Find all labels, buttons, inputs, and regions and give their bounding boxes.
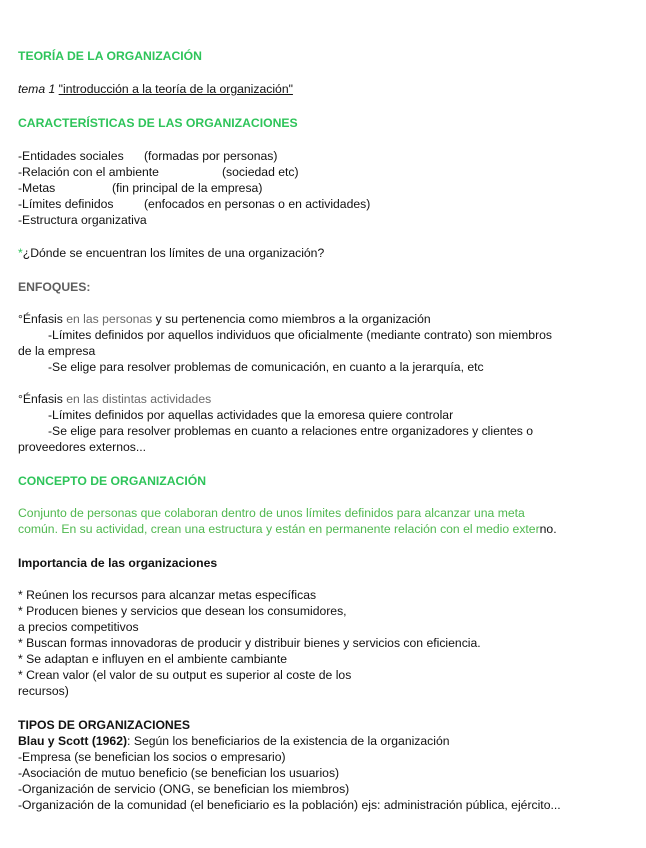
types-item: -Asociación de mutuo beneficio (se benefician los usuarios) [18, 766, 340, 780]
question-text: ¿Dónde se encuentran los límites de una organización? [22, 246, 325, 260]
topic-name: "introducción a la teoría de la organización" [58, 82, 293, 96]
approach-bullet-continuation: proveedores externos... [18, 440, 147, 454]
characteristic-item [18, 196, 370, 212]
approach-prefix: °Énfasis [18, 392, 63, 406]
characteristic-term: -Estructura organizativa [18, 213, 147, 227]
concept-definition-green: común. En su actividad, crean una estructura y están en permanente relación con el medio exter [18, 522, 540, 536]
approach-bullet: -Se elige para resolver problemas en cuanto a relaciones entre organizadores y clientes o [48, 424, 534, 438]
types-item: -Organización de la comunidad (el beneficiario es la población) ejs: administración pública, ejército... [18, 798, 561, 812]
approach-prefix: °Énfasis [18, 312, 63, 326]
concept-definition-line: Conjunto de personas que colaboran dentro de unos límites definidos para alcanzar una meta [18, 506, 525, 520]
importance-item: a precios competitivos [18, 620, 139, 634]
characteristic-item [18, 148, 277, 164]
approaches-heading: ENFOQUES: [18, 280, 91, 294]
types-heading: TIPOS DE ORGANIZACIONES [18, 718, 190, 732]
importance-item: * Producen bienes y servicios que desean los consumidores, [18, 604, 347, 618]
concept-definition-end: no. [539, 522, 557, 536]
characteristic-term: -Relación con el ambiente [18, 165, 159, 179]
document-title: TEORÍA DE LA ORGANIZACIÓN [18, 49, 202, 63]
concept-definition-line [18, 521, 557, 537]
approach-rest: y su pertenencia como miembros a la organización [152, 312, 431, 326]
importance-item: * Se adaptan e influyen en el ambiente cambiante [18, 652, 287, 666]
characteristic-term: -Metas [18, 181, 56, 195]
types-author-line [18, 733, 450, 749]
asterisk-marker: * [18, 246, 23, 260]
concept-heading: CONCEPTO DE ORGANIZACIÓN [18, 474, 207, 488]
approach-bullet: -Límites definidos por aquellos individuos que oficialmente (mediante contrato) son miembros [48, 328, 553, 342]
characteristic-note: (sociedad etc) [222, 165, 299, 179]
characteristic-item [18, 180, 262, 196]
importance-heading: Importancia de las organizaciones [18, 556, 218, 570]
approach-bullet-continuation: de la empresa [18, 344, 96, 358]
importance-item: recursos) [18, 684, 69, 698]
characteristic-item [18, 212, 147, 228]
types-author-rest: : Según los beneficiarios de la existencia de la organización [127, 734, 450, 748]
importance-item: * Crean valor (el valor de su output es superior al coste de los [18, 668, 352, 682]
importance-item: * Reúnen los recursos para alcanzar metas específicas [18, 588, 317, 602]
characteristic-note: (enfocados en personas o en actividades) [144, 197, 371, 211]
importance-item: * Buscan formas innovadoras de producir y distribuir bienes y servicios con eficiencia. [18, 636, 481, 650]
characteristic-note: (formadas por personas) [144, 149, 278, 163]
approach-bullet: -Límites definidos por aquellas actividades que la emoresa quiere controlar [48, 408, 454, 422]
types-item: -Empresa (se benefician los socios o empresario) [18, 750, 286, 764]
question-line [18, 245, 324, 261]
approach-activities-title [18, 391, 211, 407]
topic-line [18, 81, 293, 97]
characteristic-item [18, 164, 299, 180]
types-item: -Organización de servicio (ONG, se benefician los miembros) [18, 782, 350, 796]
characteristic-note: (fin principal de la empresa) [112, 181, 263, 195]
topic-label: tema 1 [18, 82, 56, 96]
characteristic-term: -Límites definidos [18, 197, 114, 211]
characteristic-term: -Entidades sociales [18, 149, 124, 163]
approach-people-title [18, 311, 431, 327]
characteristics-heading: CARACTERÍSTICAS DE LAS ORGANIZACIONES [18, 116, 298, 130]
approach-highlight: en las personas [62, 312, 153, 326]
approach-bullet: -Se elige para resolver problemas de comunicación, en cuanto a la jerarquía, etc [48, 360, 484, 374]
types-author: Blau y Scott (1962) [18, 734, 128, 748]
approach-highlight: en las distintas actividades [62, 392, 212, 406]
